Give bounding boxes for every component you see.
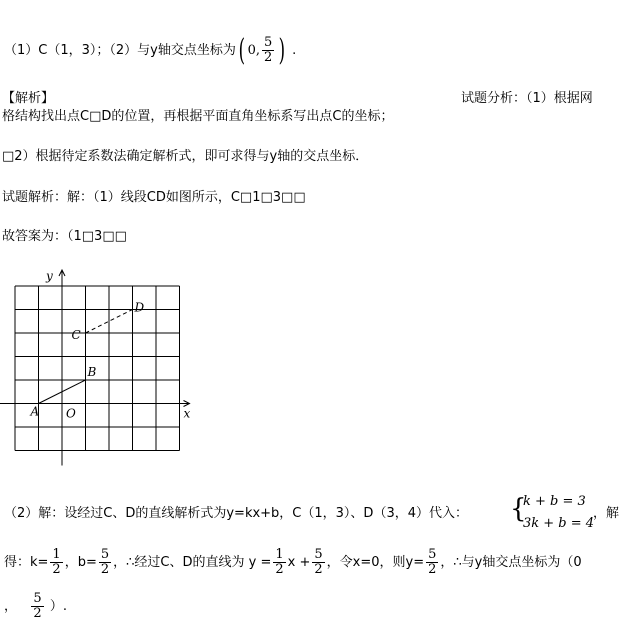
text-k-eq: 得：k= bbox=[4, 555, 49, 570]
fraction-denominator: 2 bbox=[428, 562, 437, 577]
part2-after-system: ，解 bbox=[593, 506, 620, 521]
fraction-slope bbox=[273, 548, 285, 577]
point-label-d: D bbox=[134, 300, 145, 315]
text-b-eq: ，b= bbox=[64, 555, 97, 570]
fraction-numerator: 1 bbox=[52, 547, 61, 562]
right-paren: ) bbox=[278, 32, 286, 68]
y-axis-label: y bbox=[46, 269, 53, 283]
text-comma: ， bbox=[4, 599, 18, 614]
solution-line-2: 故答案为：（1□3□□ bbox=[2, 229, 127, 244]
fraction-y bbox=[426, 548, 438, 577]
fraction-numerator: 5 bbox=[314, 547, 323, 562]
fraction-b bbox=[99, 548, 111, 577]
text-intersection: ，∴与y轴交点坐标为（0 bbox=[440, 555, 582, 570]
analysis-label: 试题分析：（1）根据网 bbox=[461, 91, 593, 106]
fraction-denominator: 2 bbox=[100, 562, 110, 577]
equation-2: 3k + b = 4 bbox=[523, 516, 595, 531]
fraction-denominator: 2 bbox=[33, 606, 42, 621]
part2-line-3 bbox=[4, 592, 67, 621]
grid-lines bbox=[15, 286, 180, 451]
fraction-numerator: 1 bbox=[275, 547, 284, 562]
text-x-plus: x + bbox=[287, 555, 311, 570]
jiexi-label: 【解析】 bbox=[2, 91, 55, 106]
solution-line-1: 试题解析：解：（1）线段CD如图所示，C□1□3□□ bbox=[2, 190, 306, 205]
answer-text: （1）C（1，3）；（2）与y轴交点坐标为 bbox=[4, 43, 236, 58]
graph-marks bbox=[30, 301, 145, 419]
fraction-denominator: 2 bbox=[263, 50, 273, 65]
fraction-numerator: 5 bbox=[263, 35, 273, 50]
part2-line-2 bbox=[4, 548, 582, 577]
left-paren: ( bbox=[238, 32, 245, 68]
fraction-numerator: 5 bbox=[100, 547, 110, 562]
answer-period: . bbox=[292, 43, 297, 58]
analysis-line-3: □2）根据待定系数法确定解析式，即可求得与y轴的交点坐标． bbox=[2, 149, 369, 164]
point-fraction bbox=[262, 36, 274, 65]
fraction-denominator: 2 bbox=[52, 562, 61, 577]
text-close: ）. bbox=[49, 599, 67, 614]
fraction-numerator: 5 bbox=[33, 591, 42, 606]
coordinate-grid-figure bbox=[0, 268, 230, 478]
fraction-k bbox=[50, 548, 62, 577]
answer-line bbox=[4, 32, 297, 68]
point-label-b: B bbox=[87, 365, 97, 379]
fraction-numerator: 5 bbox=[428, 547, 437, 562]
system-brace: { bbox=[510, 494, 527, 524]
analysis-line-2: 格结构找出点C□D的位置，再根据平面直角坐标系写出点C的坐标； bbox=[2, 109, 394, 124]
fraction-denominator: 2 bbox=[314, 562, 323, 577]
point-lead: 0, bbox=[247, 43, 260, 58]
origin-label: O bbox=[66, 406, 76, 421]
x-axis-label: x bbox=[183, 406, 191, 421]
equation-1: k + b = 3 bbox=[523, 494, 586, 509]
text-let-x: ，令x=0，则y= bbox=[326, 555, 425, 570]
fraction-denominator: 2 bbox=[275, 562, 284, 577]
fraction-intercept bbox=[312, 548, 324, 577]
part2-intro: （2）解：设经过C、D的直线解析式为y=kx+b，C（1，3）、D（3，4）代入： bbox=[4, 506, 468, 521]
fraction-final bbox=[31, 592, 43, 621]
text-line-eq: ，∴经过C、D的直线为 y = bbox=[113, 555, 272, 570]
point-label-a: A bbox=[30, 404, 40, 419]
point-label-c: C bbox=[71, 328, 81, 342]
